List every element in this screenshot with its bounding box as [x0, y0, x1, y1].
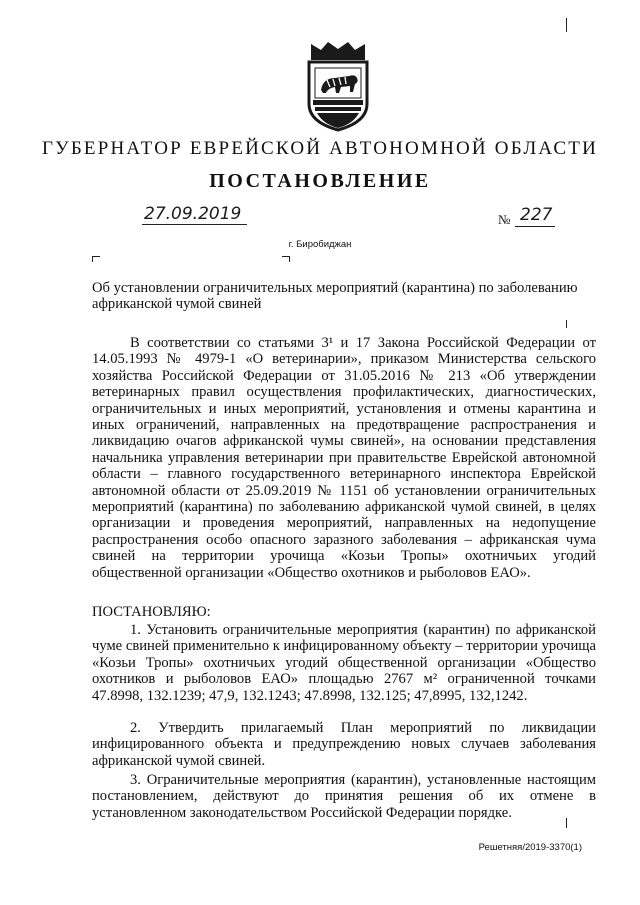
item-1-paragraph: 1. Установить ограничительные мероприятия (карантин) по африканской чуме свиней применительно к инфицированному объекту – территории урочища «Козьи Тропы» охотничьих угодий общественной организации «Общество охотников и рыболовов ЕАО» площадью 2767 м² ограниченной точками 47.8998, 132.1239; 47,9, 132.1243; 47.8998, 132.125; 47,8995, 132,1242. [92, 622, 596, 704]
number-underline [515, 226, 555, 227]
margin-mark [566, 18, 567, 32]
item-3-paragraph: 3. Ограничительные мероприятия (карантин), установленные настоящим постановлением, действуют до принятия решения об их отмене в установленном законодательством Российской Федерации порядке. [92, 772, 596, 821]
coat-of-arms [297, 40, 379, 132]
coat-of-arms-tiger-icon [297, 40, 379, 132]
margin-mark [566, 818, 567, 828]
document-date: 27.09.2019 [144, 204, 242, 224]
corner-mark-right-vertical [289, 256, 290, 262]
margin-mark [566, 320, 567, 328]
corner-mark-left-horizontal [92, 256, 100, 257]
resolve-heading: ПОСТАНОВЛЯЮ: [92, 604, 211, 620]
subject: Об установлении ограничительных мероприятий (карантина) по заболеванию африканской чумой свиней [92, 280, 578, 313]
item-2-paragraph: 2. Утвердить прилагаемый План мероприятий по ликвидации инфицированного объекта и предупреждению новых случаев заболевания африканской чумой свиней. [92, 720, 596, 769]
document-number: 227 [520, 205, 553, 225]
number-label: № [498, 212, 511, 227]
date-underline [142, 224, 247, 225]
corner-mark-left-vertical [92, 256, 93, 262]
preamble-paragraph: В соответствии со статьями 3¹ и 17 Закона Российской Федерации от 14.05.1993 № 4979-1 «О ветеринарии», приказом Министерства сельского хозяйства Российской Федерации от 31.05.2016 № 213 «Об утверждении ветеринарных правил осуществления профилактических, диагностических, ограничительных и иных мероприятий, установления и отмены карантина и иных ограничений, направленных на предотвращение распространения и ликвидацию очагов африканской чумы свиней», на основании представления начальника управления ветеринарии при правительстве Еврейской автономной области – главного государственного ветеринарного инспектора Еврейской автономной области от 25.09.2019 № 1151 об установлении ограничительных мероприятий (карантина) по заболеванию африканской чумой свиней, в целях организации и проведения мероприятий, направленных на недопущение распространения особо опасного заразного заболевания – африканская чума свиней на территории урочища «Козьи Тропы» охотничьих угодий общественной организации «Общество охотников и рыболовов ЕАО». [92, 335, 596, 581]
city: г. Биробиджан [288, 239, 352, 250]
document-type-title: ПОСТАНОВЛЕНИЕ [209, 170, 431, 192]
footer-registration-code: Решетняя/2019-3370(1) [478, 842, 582, 853]
government-title: ГУБЕРНАТОР ЕВРЕЙСКОЙ АВТОНОМНОЙ ОБЛАСТИ [41, 138, 598, 159]
